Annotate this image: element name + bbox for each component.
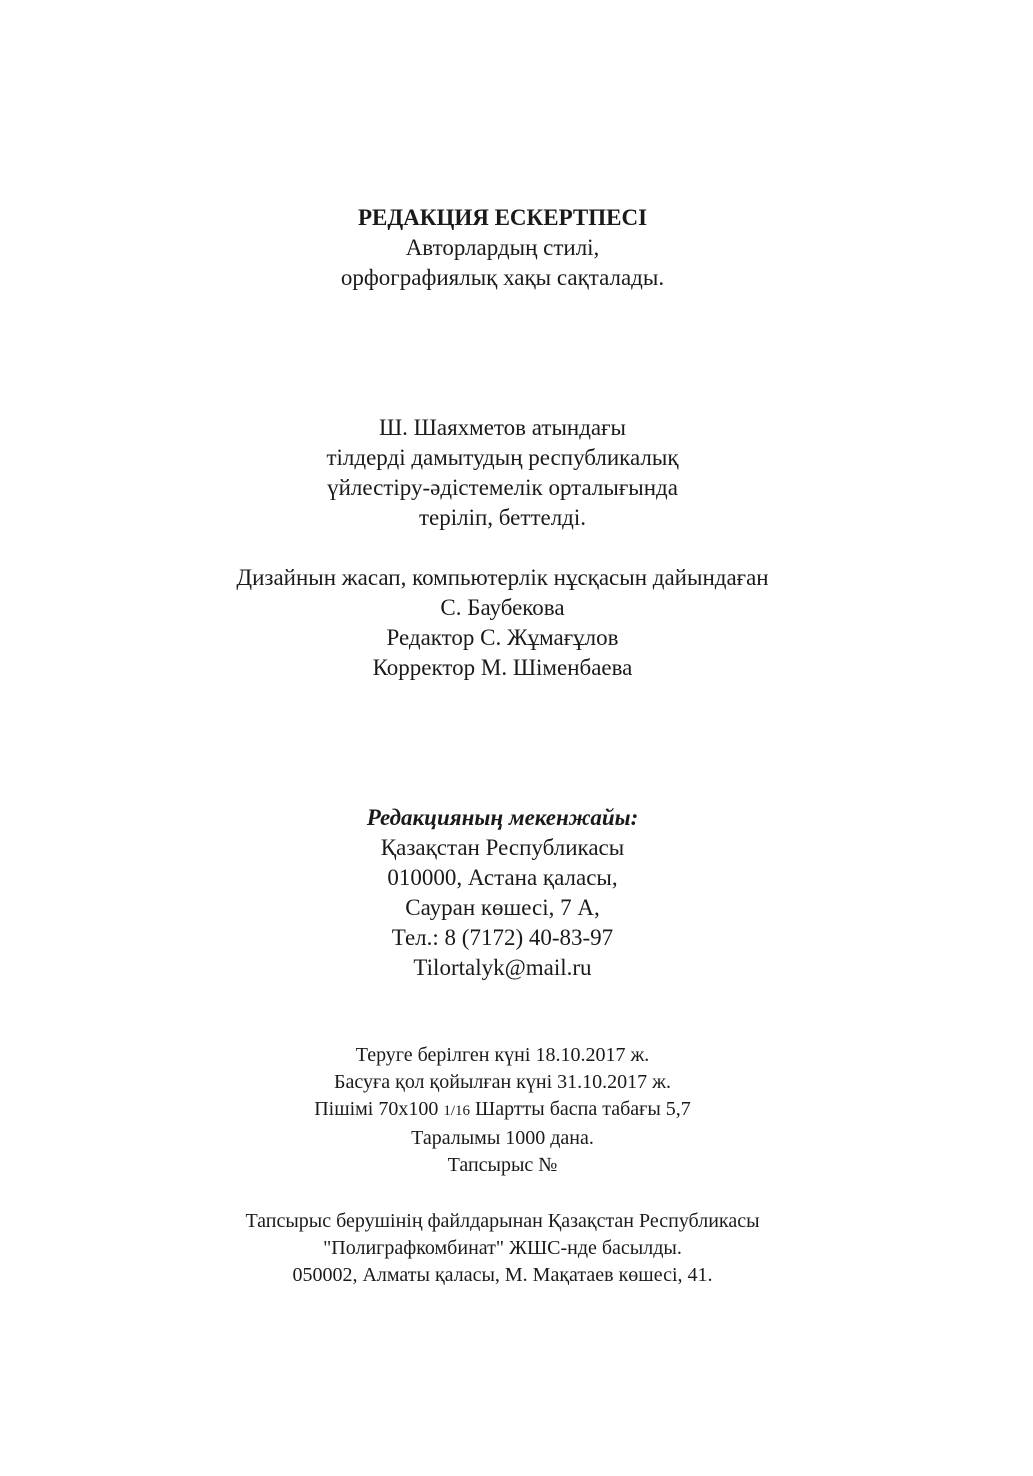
order-number: Тапсырыс № xyxy=(447,1154,558,1176)
printer-line: 050002, Алматы қаласы, М. Мақатаев көшесі, 41. xyxy=(292,1264,713,1286)
address-street: Сауран көшесі, 7 А, xyxy=(405,895,600,920)
typeset-line: Ш. Шаяхметов атындағы xyxy=(378,415,627,440)
editor-credit: Редактор С. Жұмағұлов xyxy=(386,625,619,650)
printer-line: Тапсырыс берушінің файлдарынан Қазақстан Республикасы xyxy=(245,1210,760,1232)
editorial-address xyxy=(0,803,1005,983)
format-suffix: Шартты баспа табағы 5,7 xyxy=(475,1098,691,1120)
format-line xyxy=(0,1096,1005,1125)
design-label: Дизайнын жасап, компьютерлік нұсқасын дайындаған xyxy=(236,565,769,590)
address-heading: Редакцияның мекенжайы: xyxy=(366,805,639,830)
typeset-info xyxy=(0,413,1005,533)
address-country: Қазақстан Республикасы xyxy=(380,835,625,860)
circulation: Таралымы 1000 дана. xyxy=(411,1127,594,1149)
credits xyxy=(0,563,1005,683)
editorial-note xyxy=(0,203,1005,293)
editorial-note-line: орфографиялық хақы сақталады. xyxy=(340,265,665,290)
printer-info xyxy=(0,1208,1005,1289)
format-fraction: 1/16 xyxy=(443,1103,471,1119)
address-phone: Тел.: 8 (7172) 40-83-97 xyxy=(391,925,614,950)
typeset-line: теріліп, беттелді. xyxy=(418,505,587,530)
format-prefix: Пішімі 70х100 xyxy=(314,1098,439,1120)
signed-date: Басуға қол қойылған күні 31.10.2017 ж. xyxy=(334,1071,671,1093)
printer-line: "Полиграфкомбинат" ЖШС-нде басылды. xyxy=(323,1237,682,1259)
designer-name: С. Баубекова xyxy=(440,595,565,620)
editorial-note-line: Авторлардың стилі, xyxy=(405,235,600,260)
typeset-line: тілдерді дамытудың республикалық xyxy=(326,445,679,470)
typeset-line: үйлестіру-әдістемелік орталығында xyxy=(327,475,678,500)
address-email: Tilortalyk@mail.ru xyxy=(413,955,592,980)
typeset-date: Теруге берілген күні 18.10.2017 ж. xyxy=(355,1044,650,1066)
editorial-note-title: РЕДАКЦИЯ ЕСКЕРТПЕСІ xyxy=(357,205,648,230)
print-info xyxy=(0,1042,1005,1179)
proofreader-credit: Корректор М. Шіменбаева xyxy=(372,655,633,680)
address-city: 010000, Астана қаласы, xyxy=(387,865,618,890)
